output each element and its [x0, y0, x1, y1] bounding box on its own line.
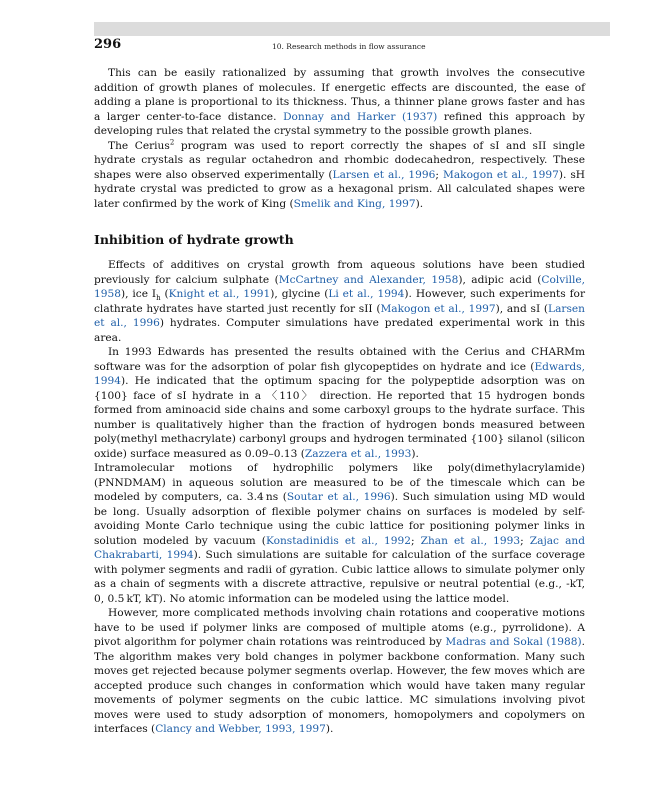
citation-link[interactable]: Zhan et al., 1993: [420, 534, 521, 547]
running-title: 10. Research methods in flow assurance: [272, 42, 426, 51]
citation-link[interactable]: Li et al., 1994: [328, 288, 405, 300]
paragraph: Intramolecular motions of hydrophilic polymers like poly(dimethylacrylamide) (PNNDMAM) in aqueous solution are measured to be of the timescale which can be modeled by computers, ca. 3.4 ns (Soutar et al., 1996). Such simulation using MD would be long. Usually adsorption of flexible polymer chains on surfaces is modeled by self-avoiding Monte Carlo technique using the cubic lattice for positioning polymer links in solution modeled by vacuum (Konstadinidis et al., 1992; Zhan et al., 1993; Zajac and Chakrabarti, 1994). Such simulations are suitable for calculation of the surface coverage with polymer segments and radii of gyration. Cubic lattice allows to simulate polymer only as a chain of segments with a discrete attractive, repulsive or neutral potential (e.g., -kT, 0, 0.5 kT, kT). No atomic information can be modeled using the lattice model.: [94, 462, 586, 605]
citation-link[interactable]: Madras and Sokal (1988): [445, 636, 582, 648]
citation-link[interactable]: McCartney and Alexander, 1958: [278, 273, 459, 286]
paragraph: Effects of additives on crystal growth from aqueous solutions have been studied previously for calcium sulphate (McCartney and Alexander, 1958), adipic acid (Colville, 1958), ice $I_h$ (Knight et al., 1991), glycine (Li et al., 1994). However, such experiments for clathrate hydrates have started just recently for sII (Makogon et al., 1997), and sI (Larsen et al., 1996) hydrates. Computer simulations have predated experimental work in this area.: [94, 259, 586, 344]
citation-link[interactable]: Zajac and Chakrabarti, 1994: [94, 534, 585, 561]
citation-link[interactable]: Konstadinidis et al., 1992: [265, 534, 411, 547]
citation-link[interactable]: Makogon et al., 1997: [380, 302, 496, 315]
page-body: [94, 66, 585, 737]
paragraph: In 1993 Edwards has presented the results obtained with the Cerius and CHARMm software was for the adsorption of polar fish glycopeptides on hydrate and ice (Edwards, 1994). He indicated that the optimum spacing for the polypeptide adsorption was on {100} face of sI hydrate in a 〈110〉 direction. He reported that 15 hydrogen bonds formed from aminoacid side chains and some carboxyl groups to the hydrate surface. This number is qualitatively higher than the fraction of hydrogen bonds measured between poly(methyl methacrylate) carbonyl groups and hydrogen terminated {100} silanol (silicon oxide) surface measured as 0.09–0.13 (Zazzera et al., 1993).: [94, 346, 585, 460]
paragraph: However, more complicated methods involving chain rotations and cooperative motions have to be used if polymer links are composed of multiple atoms (e.g., pyrrolidone). A pivot algorithm for polymer chain rotations was reintroduced by Madras and Sokal (1988). The algorithm makes very bold changes in polymer backbone conformation. Many such moves get rejected because polymer segments overlap. However, the few moves which are accepted produce such changes in conformation which would have taken many regular movements of polymer segments on the cubic lattice. MC simulations involving pivot moves were used to study adsorption of monomers, homopolymers and copolymers on interfaces (Clancy and Webber, 1993, 1997).: [94, 607, 585, 735]
citation-link[interactable]: Smelik and King, 1997: [293, 197, 416, 210]
citation-link[interactable]: Larsen et al., 1996: [332, 168, 436, 181]
citation-link[interactable]: Larsen et al., 1996: [94, 302, 585, 329]
citation-link[interactable]: Knight et al., 1991: [168, 288, 271, 300]
paragraph: This can be easily rationalized by assuming that growth involves the consecutive addition of growth planes of molecules. If energetic effects are discounted, the ease of adding a plane is proportional to its thickness. Thus, a thinner plane grows faster and has a larger center-to-face distance. Donnay and Harker (1937) refined this approach by developing rules that related the crystal symmetry to the possible growth planes.: [94, 67, 586, 137]
citation-link[interactable]: Clancy and Webber, 1993, 1997: [155, 723, 326, 735]
citation-link[interactable]: Makogon et al., 1997: [442, 168, 559, 181]
citation-link[interactable]: Edwards, 1994: [94, 360, 585, 387]
header-bar: [94, 22, 610, 36]
page-number: 296: [94, 37, 122, 52]
section-heading: Inhibition of hydrate growth: [94, 232, 294, 247]
paragraph: The Cerius$^2$ program was used to report correctly the shapes of sI and sII single hydrate crystals as regular octahedron and rhombic dodecahedron, respectively. These shapes were also observed experimentally (Larsen et al., 1996; Makogon et al., 1997). sH hydrate crystal was predicted to grow as a hexagonal prism. All calculated shapes were later confirmed by the work of King (Smelik and King, 1997).: [94, 137, 586, 210]
citation-link[interactable]: Soutar et al., 1996: [286, 491, 391, 503]
citation-link[interactable]: Colville, 1958: [94, 273, 586, 300]
citation-link[interactable]: Zazzera et al., 1993: [304, 447, 412, 460]
citation-link[interactable]: Donnay and Harker (1937): [283, 110, 438, 123]
